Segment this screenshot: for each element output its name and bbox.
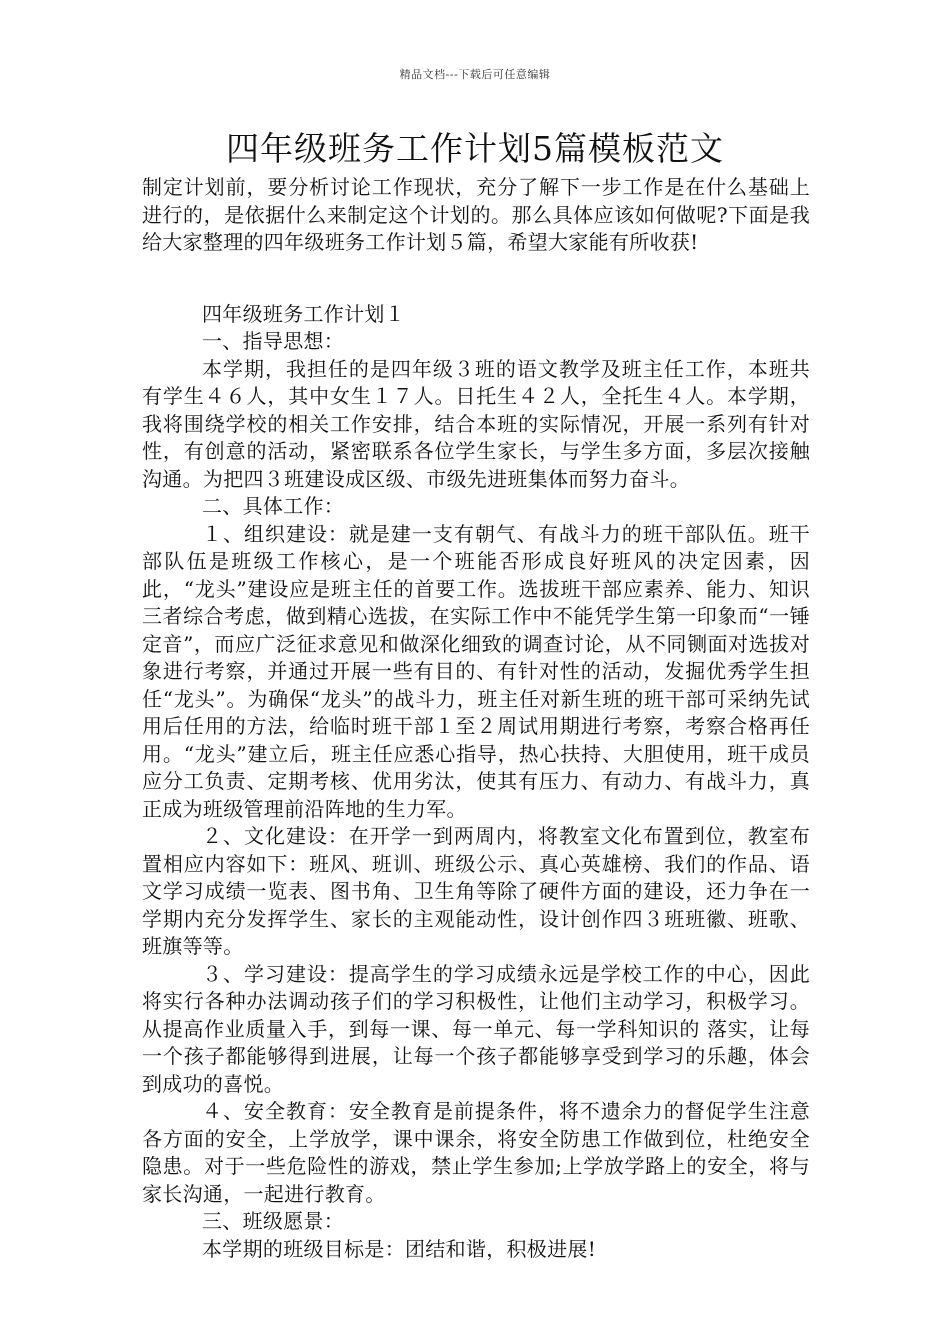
page-title: 四年级班务工作计划5篇模板范文 <box>226 129 724 168</box>
header-note: 精品文档---下载后可任意编辑 <box>399 68 551 81</box>
item-study: ３、学习建设：提高学生的学习成绩永远是学校工作的中心，因此将实行各种办法调动孩子们的学习积极性，让他们主动学习，积极学习。从提高作业质量入手，到每一课、每一单元、每一学科知识的 落实，让每一个孩子都能够得到进展，让每一个孩子都能够享受到学习的乐趣，体会到成功的喜悦。 <box>142 961 810 1096</box>
intro-paragraph: 制定计划前，要分析讨论工作现状，充分了解下一步工作是在什么基础上进行的，是依据什么来制定这个计划的。那么具体应该如何做呢?下面是我给大家整理的四年级班务工作计划５篇，希望大家能有所收获! <box>142 175 810 254</box>
heading-specific-work: 二、具体工作： <box>202 494 345 518</box>
document-body <box>142 174 810 1263</box>
item-culture: ２、文化建设：在开学一到两周内，将教室文化布置到位，教室布置相应内容如下：班风、班训、班级公示、真心英雄榜、我们的作品、语文学习成绩一览表、图书角、卫生角等除了硬件方面的建设，还力争在一学期内充分发挥学生、家长的主观能动性，设计创作四３班班徽、班歌、班旗等等。 <box>142 824 810 958</box>
heading-guiding-ideology: 一、指导思想： <box>202 329 345 353</box>
section-title: 四年级班务工作计划１ <box>202 301 405 326</box>
item-safety: ４、安全教育：安全教育是前提条件，将不遗余力的督促学生注意各方面的安全，上学放学，课中课余，将安全防患工作做到位，杜绝安全隐患。对于一些危险性的游戏，禁止学生参加;上学放学路上的安全，将与家长沟通，一起进行教育。 <box>142 1099 810 1206</box>
paragraph-guiding-ideology: 本学期，我担任的是四年级３班的语文教学及班主任工作，本班共有学生４６人，其中女生１７人。日托生４２人，全托生４人。本学期，我将围绕学校的相关工作安排，结合本班的实际情况，开展一系列有针对性，有创意的活动，紧密联系各位学生家长，与学生多方面，多层次接触沟通。为把四３班建设成区级、市级先进班集体而努力奋斗。 <box>142 356 810 491</box>
item-organization: １、组织建设：就是建一支有朝气、有战斗力的班干部队伍。班干部队伍是班级工作核心，是一个班能否形成良好班风的决定因素，因此，“龙头”建设应是班主任的首要工作。选拔班干部应素养、能力、知识三者综合考虑，做到精心选拔，在实际工作中不能凭学生第一印象而“一锤定音”，而应广泛征求意见和做深化细致的调查讨论，从不同铡面对选拔对象进行考察，并通过开展一些有目的、有针对性的活动，发掘优秀学生担任“龙头”。为确保“龙头”的战斗力，班主任对新生班的班干部可采纳先试用后任用的方法，给临时班干部１至２周试用期进行考察，考察合格再任用。“龙头”建立后，班主任应悉心指导，热心扶持、大胆使用，班干成员应分工负责、定期考核、优用劣汰，使其有压力、有动力、有战斗力，真正成为班级管理前沿阵地的生力军。 <box>142 521 810 821</box>
heading-class-vision: 三、班级愿景： <box>202 1209 345 1233</box>
paragraph-class-vision: 本学期的班级目标是：团结和谐，积极进展! <box>202 1236 597 1261</box>
